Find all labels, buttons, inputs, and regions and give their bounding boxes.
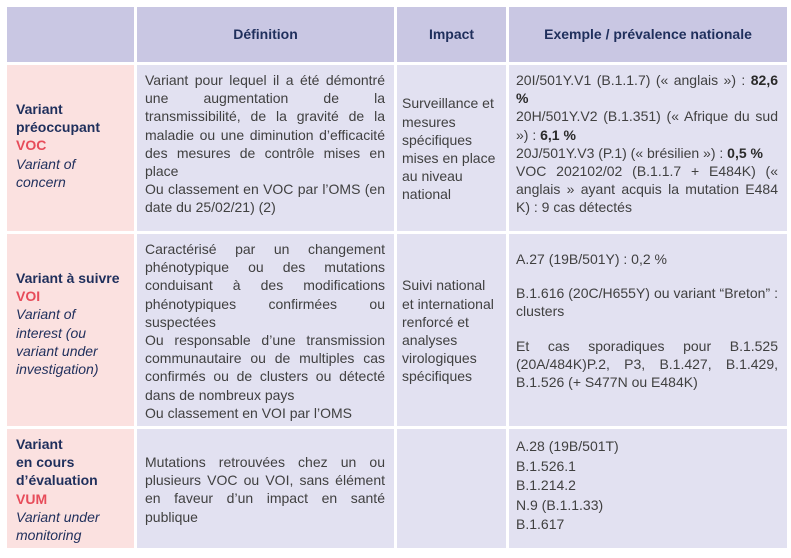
header-row [7, 7, 787, 62]
variant-abbr: VUM [16, 490, 48, 507]
definition-text: Variant pour lequel il a été démontré une augmentation de la transmissibilité, de la gravité de la maladie ou une diminution d’efficacité des mesures de contrôle mises en place [145, 72, 385, 180]
header-impact: Impact [397, 7, 506, 62]
variant-abbr: VOI [16, 288, 41, 305]
list-item: N.9 (B.1.1.33) [516, 496, 604, 513]
definition-text: Ou classement en VOI par l’OMS [145, 404, 352, 421]
variants-table [4, 4, 790, 551]
impact-text: Surveillance et mesures spécifiques mises en place au niveau national [402, 95, 496, 203]
example-item [516, 71, 778, 107]
impact-voi [397, 234, 506, 426]
variant-name: Variant à suivre [16, 270, 120, 286]
example-text: 20J/501Y.V3 (P.1) (« brésilien ») : [516, 144, 724, 161]
definition-text: Mutations retrouvées chez un ou plusieurs VOC ou VOI, sans élément en faveur d’un impact en santé publique [145, 454, 385, 525]
list-item: B.1.617 [516, 516, 565, 533]
variant-english: Variant of interest (ou variant under investigation) [16, 306, 99, 378]
header-definition: Définition [137, 7, 394, 62]
table-row [7, 429, 787, 548]
example-voi [509, 234, 787, 426]
example-item [516, 144, 778, 162]
impact-vum [397, 429, 506, 548]
table-row [7, 65, 787, 231]
definition-voi [137, 234, 394, 426]
variant-english: Variant of concern [16, 155, 76, 190]
definition-text: Ou responsable d’une transmission communautaire ou de multiples cas confirmés ou de clusters ou détecté dans de nombreux pays [145, 332, 385, 403]
variant-name: Variant [16, 436, 63, 453]
row-header-voc [7, 65, 134, 231]
example-voc [509, 65, 787, 231]
example-item: A.27 (19B/501Y) : 0,2 % [516, 251, 667, 267]
header-example: Exemple / prévalence nationale [509, 7, 787, 62]
row-header-voi [7, 234, 134, 426]
header-corner [7, 7, 134, 62]
example-text: 20H/501Y.V2 (B.1.351) (« Afrique du sud ») : [516, 108, 778, 143]
impact-text: Suivi national et international renforcé et analyses virologiques spécifiques [402, 277, 494, 385]
impact-voc [397, 65, 506, 231]
example-item [516, 107, 778, 143]
variant-name: Variant préoccupant [16, 101, 101, 136]
row-header-vum [7, 429, 134, 548]
example-item: B.1.616 (20C/H655Y) ou variant “Breton” : clusters [516, 285, 778, 320]
example-item: VOC 202102/02 (B.1.1.7 + E484K) (« anglais » ayant acquis la mutation E484 K) : 9 cas détectés [516, 163, 778, 216]
list-item: B.1.526.1 [516, 457, 576, 474]
list-item: B.1.214.2 [516, 477, 576, 494]
example-value: 6,1 % [540, 126, 576, 143]
example-vum [509, 429, 787, 548]
example-item: Et cas sporadiques pour B.1.525 (20A/484K)P.2, P3, B.1.427, B.1.429, B.1.526 (+ S477N ou E484K) [516, 337, 778, 391]
definition-text: Caractérisé par un changement phénotypique ou des mutations conduisant à des modifications phénotypiques confirmées ou suspectées [145, 241, 385, 330]
definition-vum [137, 429, 394, 548]
example-text: 20I/501Y.V1 (B.1.1.7) (« anglais ») : [516, 72, 746, 88]
list-item: A.28 (19B/501T) [516, 438, 619, 455]
variant-english: Variant under monitoring [16, 508, 100, 544]
variant-abbr: VOC [16, 137, 47, 154]
variant-name: en cours d’évaluation [16, 454, 98, 489]
example-value: 0,5 % [727, 144, 763, 161]
example-value: 82,6 % [516, 72, 779, 107]
definition-voc [137, 65, 394, 231]
table-row [7, 234, 787, 426]
definition-text: Ou classement en VOC par l’OMS (en date du 25/02/21) (2) [145, 181, 385, 216]
